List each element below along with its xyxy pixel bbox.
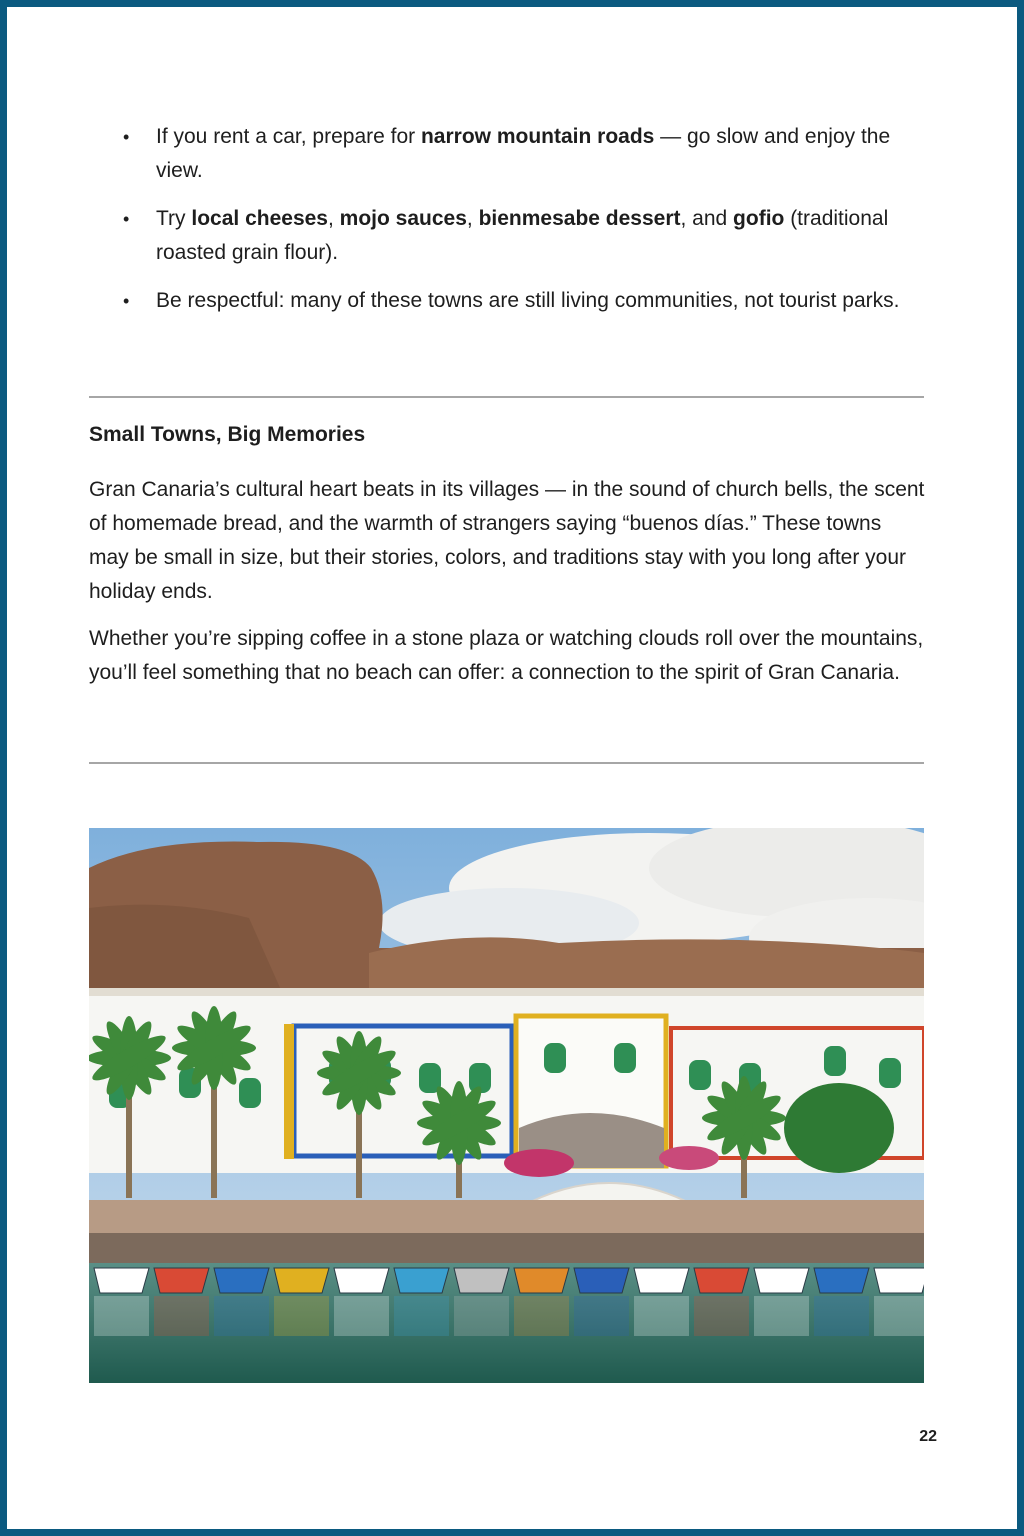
divider [89,762,924,764]
boat [454,1268,509,1293]
bullet-item [89,284,925,318]
tips-list [89,120,925,332]
bullet-bold-text: local cheeses [191,207,328,230]
section-paragraph: Whether you’re sipping coffee in a stone plaza or watching clouds roll over the mountains, you’ll feel something that no beach can offer: a connection to the spirit of Gran Canaria. [89,627,924,684]
boat [394,1268,449,1293]
boat-reflection [634,1296,689,1336]
boat [94,1268,149,1293]
boat-reflection [154,1296,209,1336]
boat-reflection [694,1296,749,1336]
bullet-bold-text: mojo sauces [339,207,467,230]
quay-wall [89,1233,924,1263]
harbor-photo [89,828,924,1383]
bullet-bold-text: narrow mountain roads [420,125,655,148]
boat [214,1268,269,1293]
bullet-text: , [466,207,479,230]
boat [574,1268,629,1293]
bullet-dot: • [123,291,130,311]
boat-reflection [514,1296,569,1336]
bullet-item [89,120,925,188]
window [614,1043,636,1073]
bullet-bold-text: gofio [733,207,785,230]
boat [694,1268,749,1293]
section-paragraph: Gran Canaria’s cultural heart beats in its villages — in the sound of church bells, the scent of homemade bread, and the warmth of strangers saying “buenos días.” These towns may be small in size, but their stories, colors, and traditions stay with you long after your holiday ends. [89,478,925,603]
window [824,1046,846,1076]
bullet-text: , and [680,207,734,230]
window [689,1060,711,1090]
quay [89,1200,924,1238]
boat [814,1268,869,1293]
boat [334,1268,389,1293]
bullet-text: (traditional roasted grain flour). [156,207,889,264]
boat [754,1268,809,1293]
bullet-text: Be respectful: many of these towns are still living communities, not tourist parks. [156,289,900,312]
boat [634,1268,689,1293]
boat-reflection [754,1296,809,1336]
boat-reflection [574,1296,629,1336]
bullet-text: Try [156,207,192,230]
boat [874,1268,924,1293]
boat-reflection [454,1296,509,1336]
page-number: 22 [919,1428,937,1445]
harbor-illustration [89,828,924,1383]
section-heading: Small Towns, Big Memories [89,423,366,446]
window [239,1078,261,1108]
boat-reflection [94,1296,149,1336]
boat-reflection [814,1296,869,1336]
bullet-item [89,202,925,270]
boat-reflection [214,1296,269,1336]
bullet-text: , [327,207,340,230]
bullet-text: If you rent a car, prepare for [156,125,421,148]
boat-reflection [874,1296,924,1336]
bullet-text: — go slow and enjoy the view. [156,125,891,182]
boat-reflection [274,1296,329,1336]
bullet-bold-text: bienmesabe dessert [478,207,681,230]
boat [274,1268,329,1293]
bullet-list [89,120,925,318]
bullet-dot: • [123,209,130,229]
boat [514,1268,569,1293]
boat-reflection [334,1296,389,1336]
boat-reflection [394,1296,449,1336]
window [879,1058,901,1088]
divider [89,396,924,398]
window [544,1043,566,1073]
bullet-dot: • [123,127,130,147]
boat [154,1268,209,1293]
